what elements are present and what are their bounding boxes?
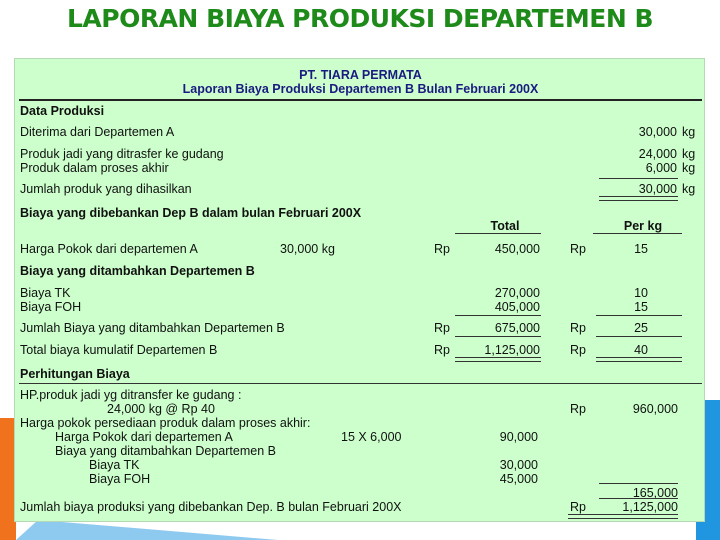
production-heading: Data Produksi — [20, 104, 105, 118]
cumulative-label: Total biaya kumulatif Departemen B — [20, 343, 218, 357]
added-sum-currency: Rp — [434, 321, 450, 335]
added-sum-perkg-currency: Rp — [570, 321, 586, 335]
production-total-double-line — [599, 196, 678, 201]
total-production-unit: kg — [682, 182, 696, 196]
wip-unit: kg — [682, 161, 696, 175]
cumulative-perkg-double-line — [596, 357, 682, 362]
transferred-unit: kg — [682, 147, 696, 161]
received-value: 30,000 — [638, 125, 677, 139]
cumulative-perkg: 40 — [634, 343, 648, 357]
col-total-header: Total — [490, 219, 520, 233]
tk-label: Biaya TK — [20, 286, 71, 300]
transferred-value: 24,000 — [638, 147, 677, 161]
wip-subtotal-line — [599, 483, 678, 484]
slide-title: LAPORAN BIAYA PRODUKSI DEPARTEMEN B — [66, 4, 653, 33]
from-dept-a-currency: Rp — [434, 242, 450, 256]
wip-foh-value: 45,000 — [499, 472, 538, 486]
from-dept-a-qty: 30,000 kg — [280, 242, 335, 256]
added-sum-label: Jumlah Biaya yang ditambahkan Departemen B — [20, 321, 285, 335]
foh-total: 405,000 — [494, 300, 540, 314]
cumulative-total: 1,125,000 — [484, 343, 540, 357]
grand-total-label: Jumlah biaya produksi yang dibebankan Dep. B bulan Februari 200X — [20, 500, 402, 514]
cost-report-sheet — [14, 58, 705, 522]
hp-transferred-label: HP.produk jadi yg ditransfer ke gudang : — [20, 388, 242, 402]
from-dept-a-total: 450,000 — [494, 242, 540, 256]
from-dept-a-label: Harga Pokok dari departemen A — [20, 242, 198, 256]
foh-label: Biaya FOH — [20, 300, 82, 314]
wip-subtotal-value: 165,000 — [632, 486, 678, 500]
wip-cost-label: Harga pokok persediaan produk dalam proses akhir: — [20, 416, 311, 430]
total-production-label: Jumlah produk yang dihasilkan — [20, 182, 192, 196]
grand-total-line — [599, 498, 678, 499]
col-total-underline — [455, 233, 541, 234]
added-sum-perkg-line — [596, 336, 682, 337]
wip-label: Produk dalam proses akhir — [20, 161, 169, 175]
grand-total-double-line — [568, 514, 678, 519]
wip-tk-value: 30,000 — [499, 458, 538, 472]
report-subtitle: Laporan Biaya Produksi Departemen B Bulan Februari 200X — [182, 82, 539, 96]
wip-tk-label: Biaya TK — [89, 458, 140, 472]
received-label: Diterima dari Departemen A — [20, 125, 175, 139]
added-total-line — [455, 315, 541, 316]
cumulative-total-double-line — [455, 357, 541, 362]
added-sum-total-line — [455, 336, 541, 337]
total-production-value: 30,000 — [638, 182, 677, 196]
col-perkg-header: Per kg — [623, 219, 663, 233]
calculation-heading: Perhitungan Biaya — [20, 367, 130, 381]
wip-value: 6,000 — [645, 161, 677, 175]
wip-from-dept-a-label: Harga Pokok dari departemen A — [55, 430, 233, 444]
costs-charged-heading: Biaya yang dibebankan Dep B dalam bulan Februari 200X — [20, 206, 362, 220]
foh-perkg: 15 — [634, 300, 648, 314]
grand-total-currency: Rp — [570, 500, 586, 514]
calculation-divider — [19, 383, 702, 384]
transferred-label: Produk jadi yang ditrasfer ke gudang — [20, 147, 224, 161]
cumulative-currency: Rp — [434, 343, 450, 357]
decorative-blue-triangle — [16, 520, 278, 540]
hp-transferred-formula: 24,000 kg @ Rp 40 — [107, 402, 215, 416]
wip-from-dept-a-formula: 15 X 6,000 — [341, 430, 402, 444]
added-sum-perkg: 25 — [634, 321, 648, 335]
header-divider — [19, 99, 702, 101]
tk-perkg: 10 — [634, 286, 648, 300]
costs-added-heading: Biaya yang ditambahkan Departemen B — [20, 264, 255, 278]
added-sum-total: 675,000 — [494, 321, 540, 335]
hp-transferred-value: 960,000 — [632, 402, 678, 416]
cumulative-perkg-currency: Rp — [570, 343, 586, 357]
hp-transferred-currency: Rp — [570, 402, 586, 416]
received-unit: kg — [682, 125, 696, 139]
tk-total: 270,000 — [494, 286, 540, 300]
grand-total-value: 1,125,000 — [622, 500, 678, 514]
company-name: PT. TIARA PERMATA — [299, 68, 422, 82]
wip-foh-label: Biaya FOH — [89, 472, 151, 486]
col-perkg-underline — [593, 233, 682, 234]
added-perkg-line — [596, 315, 682, 316]
wip-from-dept-a-value: 90,000 — [499, 430, 538, 444]
from-dept-a-perkg: 15 — [634, 242, 648, 256]
production-subtotal-line — [599, 178, 678, 179]
from-dept-a-perkg-currency: Rp — [570, 242, 586, 256]
wip-added-label: Biaya yang ditambahkan Departemen B — [55, 444, 276, 458]
